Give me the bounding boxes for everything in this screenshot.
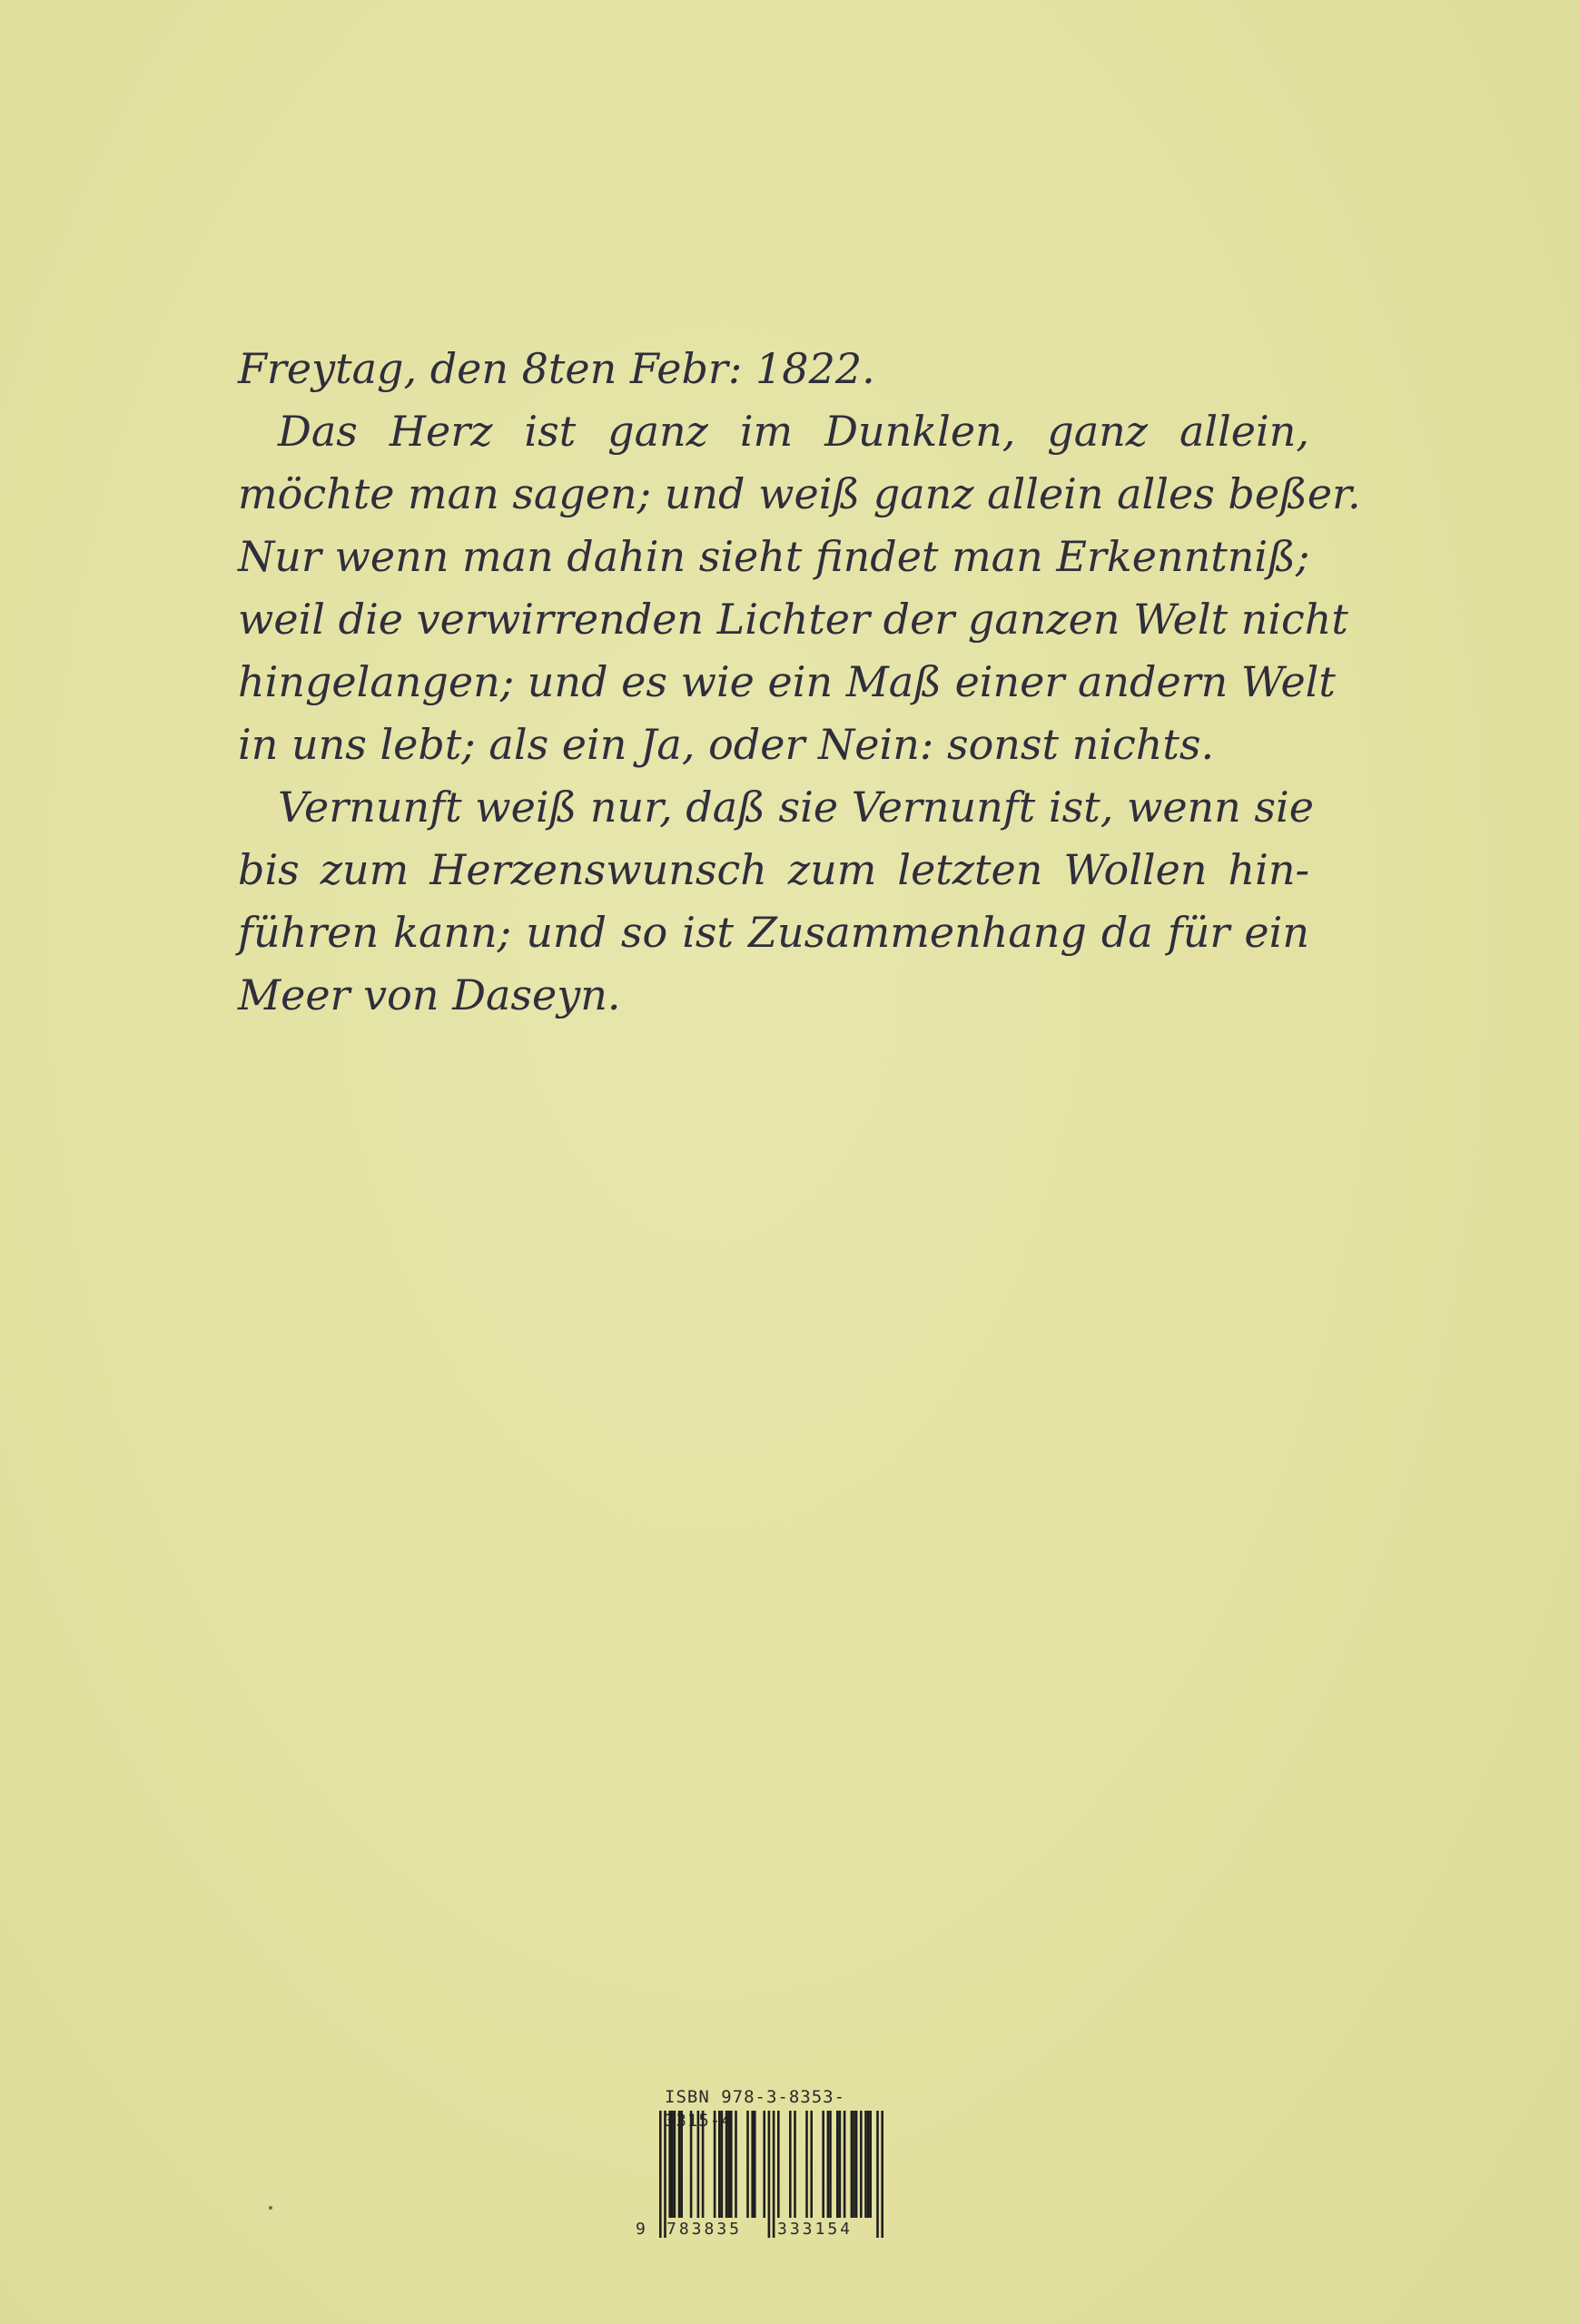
barcode-bar bbox=[702, 2111, 705, 2218]
text-line: Meer von Daseyn. bbox=[238, 970, 621, 1019]
barcode-bar bbox=[725, 2111, 728, 2218]
text-line: hingelangen; und es wie ein Maß einer andern Welt bbox=[238, 657, 1336, 706]
barcode-bar bbox=[671, 2111, 674, 2218]
barcode-digits bbox=[632, 2218, 895, 2241]
barcode-bar bbox=[864, 2111, 867, 2218]
isbn-label: ISBN 978-3-8353- 315-4 bbox=[665, 2087, 846, 2131]
text-line: in uns lebt; als ein Ja, oder Nein: sonst nichts. bbox=[238, 720, 1215, 769]
barcode-bar bbox=[668, 2111, 671, 2218]
barcode-bar bbox=[789, 2111, 792, 2218]
text-line: bis zum Herzenswunsch zum letzten Wollen hin- bbox=[238, 845, 1309, 894]
text-line: Nur wenn man dahin sieht findet man Erkenntniß; bbox=[238, 532, 1310, 581]
barcode-bar bbox=[680, 2111, 683, 2218]
entry-date-line: Freytag, den 8ten Febr: 1822. bbox=[238, 344, 875, 393]
barcode-bar bbox=[727, 2111, 730, 2218]
barcode-bar bbox=[690, 2111, 693, 2218]
barcode-bar bbox=[822, 2111, 824, 2218]
barcode-bar bbox=[794, 2111, 796, 2218]
barcode-bar bbox=[777, 2111, 780, 2218]
barcode-bar bbox=[867, 2111, 870, 2218]
barcode-bar bbox=[721, 2111, 724, 2218]
barcode-bar bbox=[714, 2111, 716, 2218]
barcode-bar bbox=[746, 2111, 749, 2218]
text-line: weil die verwirrenden Lichter der ganzen Welt nicht bbox=[238, 595, 1348, 644]
text-line: führen kann; und so ist Zusammenhang da für ein bbox=[238, 908, 1309, 957]
barcode-bar bbox=[839, 2111, 842, 2218]
barcode-bar bbox=[836, 2111, 839, 2218]
barcode-bar bbox=[751, 2111, 754, 2218]
text-line: möchte man sagen; und weiß ganz allein alles beßer. bbox=[238, 469, 1361, 518]
barcode-bar bbox=[697, 2111, 700, 2218]
paper-speck bbox=[269, 2206, 272, 2210]
barcode-bar bbox=[674, 2111, 676, 2218]
text-line: Vernunft weiß nur, daß sie Vernunft ist, wenn sie bbox=[278, 783, 1314, 832]
barcode-bar bbox=[844, 2111, 846, 2218]
barcode-bar bbox=[718, 2111, 721, 2218]
barcode-bar bbox=[810, 2111, 813, 2218]
barcode-bar bbox=[829, 2111, 832, 2218]
barcode-bar bbox=[855, 2111, 858, 2218]
barcode-bar bbox=[869, 2111, 872, 2218]
barcode-bar bbox=[805, 2111, 808, 2218]
isbn-barcode-block bbox=[632, 2085, 895, 2245]
text-line: Das Herz ist ganz im Dunklen, ganz allein, bbox=[278, 407, 1309, 456]
barcode-bar bbox=[851, 2111, 854, 2218]
barcode-bar bbox=[763, 2111, 765, 2218]
diary-excerpt bbox=[238, 338, 1361, 1027]
barcode bbox=[632, 2109, 895, 2245]
barcode-bar bbox=[735, 2111, 737, 2218]
barcode-bar bbox=[853, 2111, 855, 2218]
barcode-bar bbox=[730, 2111, 733, 2218]
barcode-bar bbox=[827, 2111, 830, 2218]
barcode-first-digit: 9 bbox=[636, 2220, 646, 2239]
barcode-left-digits: 783835 bbox=[666, 2220, 743, 2239]
barcode-bar bbox=[678, 2111, 681, 2218]
barcode-bar bbox=[860, 2111, 863, 2218]
barcode-bar bbox=[754, 2111, 756, 2218]
barcode-right-digits: 333154 bbox=[777, 2220, 854, 2239]
